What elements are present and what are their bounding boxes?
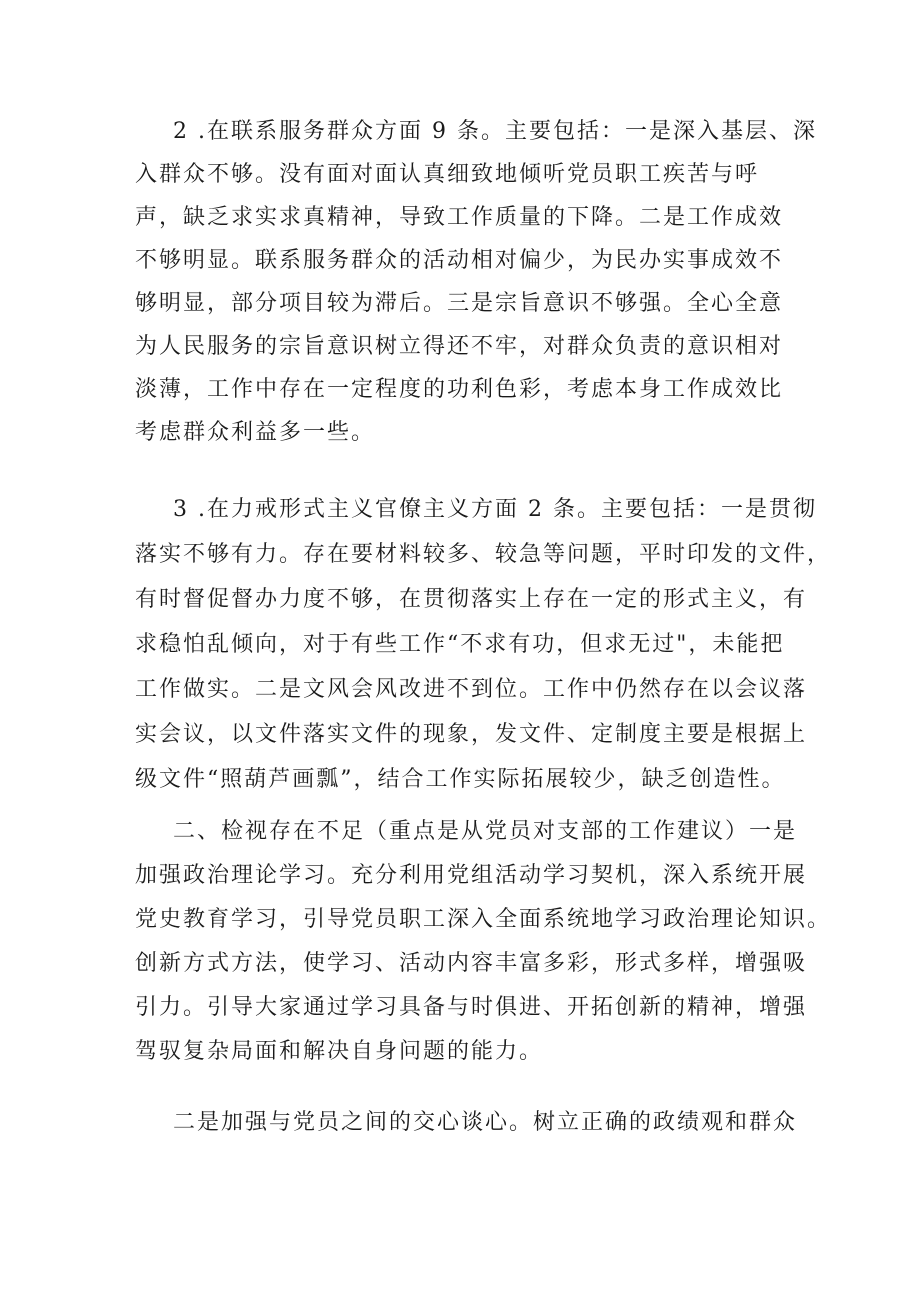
text-line: 党史教育学习，引导党员职工深入全面系统地学习政治理论知识。 bbox=[135, 907, 832, 932]
text-line: 求稳怕乱倾向，对于有些工作“不求有功，但求无过"，未能把 bbox=[135, 632, 785, 657]
text-line: 入群众不够。没有面对面认真细致地倾听党员职工疾苦与呼 bbox=[135, 162, 760, 187]
text-line: 不够明显。联系服务群众的活动相对偏少，为民办实事成效不 bbox=[135, 248, 784, 273]
text-line: 为人民服务的宗旨意识树立得还不牢，对群众负责的意识相对 bbox=[135, 334, 784, 359]
text-line: 工作做实。二是文风会风改进不到位。工作中仍然存在以会议落 bbox=[135, 677, 808, 702]
text-line: 有时督促督办力度不够，在贯彻落实上存在一定的形式主义，有 bbox=[135, 587, 808, 612]
text-line: 考虑群众利益多一些。 bbox=[135, 420, 376, 445]
text-line: 创新方式方法，使学习、活动内容丰富多彩，形式多样，增强吸 bbox=[135, 951, 808, 976]
text-line: 声，缺乏求实求真精神，导致工作质量的下降。二是工作成效 bbox=[135, 205, 784, 230]
text-line: 驾驭复杂局面和解决自身问题的能力。 bbox=[135, 1039, 544, 1064]
text-line: 3 .在力戒形式主义官僚主义方面 2 条。主要包括：一是贯彻 bbox=[173, 497, 817, 522]
text-line: 引力。引导大家通过学习具备与时俱进、开拓创新的精神，增强 bbox=[135, 995, 808, 1020]
text-line: 落实不够有力。存在要材料较多、较急等问题，平时印发的文件， bbox=[135, 542, 832, 567]
text-line: 二是加强与党员之间的交心谈心。树立正确的政绩观和群众 bbox=[173, 1110, 798, 1135]
text-line: 加强政治理论学习。充分利用党组活动学习契机，深入系统开展 bbox=[135, 863, 808, 888]
text-line: 实会议，以文件落实文件的现象，发文件、定制度主要是根据上 bbox=[135, 722, 808, 747]
text-line: 二、检视存在不足（重点是从党员对支部的工作建议）一是 bbox=[173, 819, 798, 844]
text-line: 淡薄，工作中存在一定程度的功利色彩，考虑本身工作成效比 bbox=[135, 377, 784, 402]
text-line: 2 .在联系服务群众方面 9 条。主要包括：一是深入基层、深 bbox=[173, 119, 817, 144]
text-line: 够明显，部分项目较为滞后。三是宗旨意识不够强。全心全意 bbox=[135, 291, 784, 316]
text-line: 级文件“照葫芦画瓢”，结合工作实际拓展较少，缺乏创造性。 bbox=[135, 767, 786, 792]
